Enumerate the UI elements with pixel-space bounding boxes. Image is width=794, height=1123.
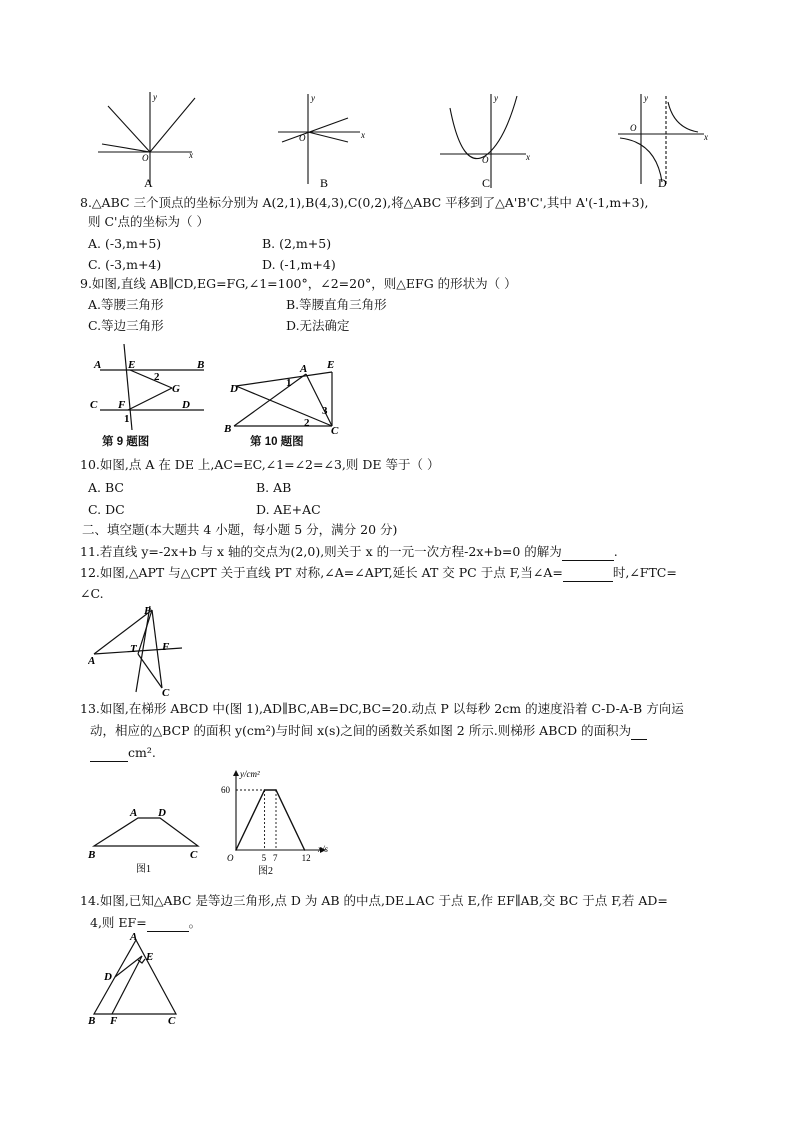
q10-caption: 第 10 题图	[250, 436, 304, 448]
q9-stem: 9.如图,直线 AB∥CD,EG=FG,∠1=100°，∠2=20°，则△EFG 的形状为（ ）	[80, 276, 517, 291]
axis-label-x: x	[189, 150, 193, 160]
q10-option-a: A. BC	[88, 480, 124, 495]
chart-y-axis-label: y/cm²	[240, 769, 260, 779]
q14-label-e: E	[146, 951, 154, 963]
q9-option-c: C.等边三角形	[88, 318, 164, 333]
q13-line2	[90, 723, 647, 740]
q12-label-c: C	[162, 687, 170, 698]
q9-label-b: B	[197, 359, 205, 371]
q14-figure	[86, 932, 186, 1026]
q12-label-f: F	[162, 641, 170, 653]
axis-label-x: x	[704, 132, 708, 142]
q12-figure	[88, 604, 188, 698]
q8-option-a: A. (-3,m+5)	[88, 236, 162, 251]
graph-a	[98, 92, 195, 184]
q9-option-a: A.等腰三角形	[88, 297, 164, 312]
q13-answer-blank[interactable]	[90, 745, 128, 762]
q8-stem-2: 则 C'点的坐标为（ ）	[88, 214, 209, 229]
graph-d	[618, 94, 704, 186]
chart-y-arrow	[233, 770, 239, 776]
q11-answer-blank[interactable]	[562, 544, 614, 561]
q13-fig1-caption: 图1	[136, 864, 151, 875]
q8-option-b: B. (2,m+5)	[262, 236, 332, 251]
axis-label-y: y	[311, 93, 315, 103]
q14-label-f: F	[110, 1015, 118, 1026]
axis-label-x: x	[526, 152, 530, 162]
chart-x-tick-label: 7	[273, 853, 278, 863]
q13-label-a: A	[130, 807, 138, 819]
q10-label-3: 3	[322, 405, 328, 417]
q12-label-p: P	[144, 605, 151, 617]
q9-figure	[86, 340, 216, 432]
q12-stem-text: 12.如图,△APT 与△CPT 关于直线 PT 对称,∠A=∠APT,延长 AT 交 PC 于点 F,当∠A=	[80, 565, 563, 580]
graph-options-figure	[90, 88, 730, 190]
q10-label-a: A	[300, 363, 308, 375]
chart-origin-label: O	[227, 853, 234, 863]
chart-point	[275, 789, 277, 791]
chart-x-axis-label: x/s	[318, 844, 328, 854]
q9-option-d: D.无法确定	[286, 318, 350, 333]
q8-option-c: C. (-3,m+4)	[88, 257, 162, 272]
q9-option-b: B.等腰直角三角形	[286, 297, 387, 312]
q10-stem: 10.如图,点 A 在 DE 上,AC=EC,∠1=∠2=∠3,则 DE 等于（ ）	[80, 457, 440, 472]
q14-label-b: B	[88, 1015, 96, 1026]
graph-c	[440, 94, 526, 188]
axis-origin: O	[482, 155, 489, 165]
q11-stem-text: 11.若直线 y=-2x+b 与 x 轴的交点为(2,0),则关于 x 的一元一次方程-2x+b=0 的解为	[80, 544, 562, 559]
q9-label-f: F	[118, 399, 126, 411]
q13-figure-2-chart	[218, 768, 330, 878]
q10-label-c: C	[331, 425, 339, 436]
q13-figure-1	[86, 804, 206, 876]
q10-option-b: B. AB	[256, 480, 292, 495]
q9-label-a: A	[94, 359, 102, 371]
q9-label-g: G	[172, 383, 180, 395]
q12-stem-mid: 时,∠FTC=	[612, 565, 677, 580]
q8-option-d: D. (-1,m+4)	[262, 257, 336, 272]
axis-origin: O	[630, 123, 637, 133]
q14-line1: 14.如图,已知△ABC 是等边三角形,点 D 为 AB 的中点,DE⊥AC 于点 E,作 EF∥AB,交 BC 于点 F,若 AD=	[80, 893, 668, 908]
graph-option-c: C	[482, 176, 491, 190]
chart-point	[304, 849, 306, 851]
q13-answer-blank-start[interactable]	[631, 723, 647, 740]
q10-label-d: D	[230, 383, 238, 395]
q12-answer-blank[interactable]	[563, 565, 613, 582]
q13-label-d: D	[158, 807, 166, 819]
q12-label-a: A	[88, 655, 96, 667]
q13-line2-text: 动，相应的△BCP 的面积 y(cm²)与时间 x(s)之间的函数关系如图 2 所示.则梯形 ABCD 的面积为	[90, 723, 632, 738]
graph-option-a: A	[144, 176, 153, 190]
q13-line3	[90, 745, 156, 762]
q9-label-1: 1	[124, 413, 130, 425]
q13-line1: 13.如图,在梯形 ABCD 中(图 1),AD∥BC,AB=DC,BC=20.动点 P 以每秒 2cm 的速度沿着 C-D-A-B 方向运	[80, 701, 684, 716]
q9-label-c: C	[90, 399, 98, 411]
q14-answer-blank[interactable]	[147, 915, 189, 932]
q8-stem: 8.△ABC 三个顶点的坐标分别为 A(2,1),B(4,3),C(0,2),将△ABC 平移到了△A'B'C',其中 A'(-1,m+3),	[80, 195, 649, 210]
q10-figure	[222, 356, 352, 436]
axis-label-y: y	[153, 92, 157, 102]
q10-label-1: 1	[286, 377, 292, 389]
axis-label-x: x	[361, 130, 365, 140]
q11-end: .	[613, 544, 618, 559]
axis-origin: O	[299, 133, 306, 143]
graph-option-b: B	[320, 176, 329, 190]
graph-b	[278, 94, 360, 184]
q9-label-e: E	[128, 359, 136, 371]
q12-label-t: T	[130, 643, 137, 655]
q13-label-b: B	[88, 849, 96, 861]
chart-caption: 图2	[258, 866, 273, 877]
chart-x-tick-label: 5	[261, 853, 267, 863]
q10-label-e: E	[327, 359, 335, 371]
section-heading: 二、填空题(本大题共 4 小题，每小题 5 分，满分 20 分)	[82, 522, 398, 537]
chart-y-tick-label: 60	[221, 785, 230, 795]
q10-option-c: C. DC	[88, 502, 125, 517]
q13-label-c: C	[190, 849, 198, 861]
q13-unit: cm².	[128, 745, 156, 760]
chart-point	[235, 849, 237, 851]
q14-label-c: C	[168, 1015, 176, 1026]
q14-line2	[90, 915, 201, 932]
q11-stem	[80, 544, 618, 561]
q9-caption: 第 9 题图	[102, 436, 150, 448]
q9-label-2: 2	[154, 371, 160, 383]
graph-option-d: D	[658, 176, 667, 190]
q14-line2-text: 4,则 EF=	[90, 915, 147, 930]
axis-label-y: y	[494, 93, 498, 103]
q14-label-d: D	[104, 971, 112, 983]
axis-label-y: y	[644, 93, 648, 103]
q14-end: 。	[188, 915, 202, 930]
q10-label-2: 2	[304, 417, 310, 429]
q10-option-d: D. AE+AC	[256, 502, 321, 517]
chart-point	[264, 789, 266, 791]
q12-stem	[80, 565, 677, 582]
chart-series-line	[236, 790, 305, 850]
chart-x-tick-label: 12	[301, 853, 311, 863]
q12-line2: ∠C.	[80, 586, 104, 601]
q10-label-b: B	[224, 423, 232, 435]
q14-label-a: A	[130, 932, 138, 943]
axis-origin: O	[142, 153, 149, 163]
q9-label-d: D	[182, 399, 190, 411]
